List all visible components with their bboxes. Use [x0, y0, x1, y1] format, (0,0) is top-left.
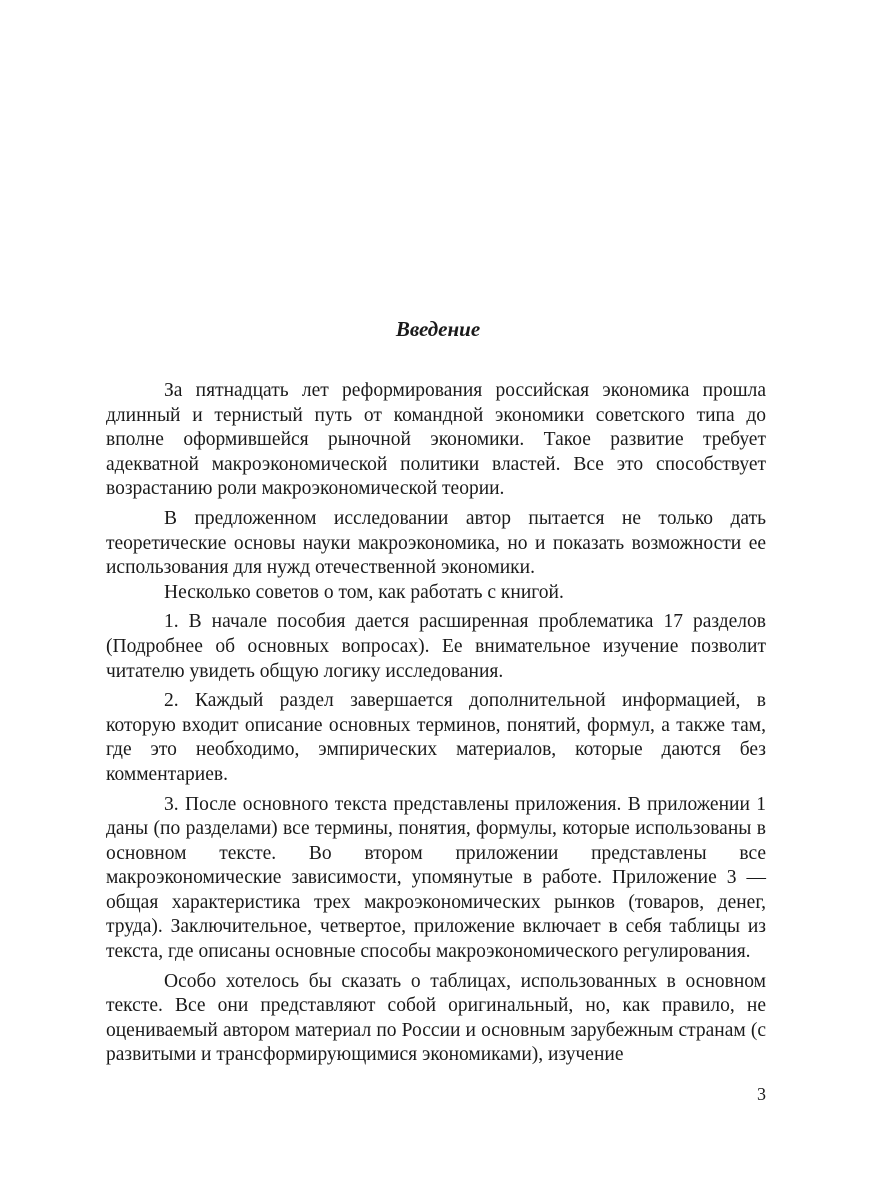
body-text	[106, 379, 766, 1073]
paragraph-advice-lead: Несколько советов о том, как работать с книгой.	[164, 581, 564, 603]
paragraph-intro: За пятнадцать лет реформирования российская экономика прошла длинный и тернистый путь от командной экономики советского типа до вполне оформившейся рыночной экономики. Такое развитие требует адекватной макроэкономической политики властей. Все это способствует возрастанию роли макроэкономической теории.	[106, 380, 766, 500]
paragraph-advice-3: 3. После основного текста представлены приложения. В приложении 1 даны (по разделами) все термины, понятия, формулы, которые использованы в основном тексте. Во втором приложении представлены все макроэкономические зависимости, упомянутые в работе. Приложение 3 — общая характеристика трех макроэкономических рынков (товаров, денег, труда). Заключительное, четвертое, приложение включает в себя таблицы из текста, где описаны основные способы макроэкономического регулирования.	[106, 793, 766, 963]
paragraph-advice-2: 2. Каждый раздел завершается дополнительной информацией, в которую входит описание основных терминов, понятий, формул, а также там, где это необходимо, эмпирических материалов, которые даются без комментариев.	[106, 690, 766, 785]
paragraph-purpose: В предложенном исследовании автор пытается не только дать теоретические основы науки макроэкономика, но и показать возможности ее использования для нужд отечественной экономики.	[106, 507, 766, 579]
paragraph-advice-1: 1. В начале пособия дается расширенная проблематика 17 разделов (Подробнее об основных вопросах). Ее внимательное изучение позволит читателю увидеть общую логику исследования.	[106, 611, 766, 682]
page-number: 3	[757, 1084, 766, 1104]
paragraph-tables: Особо хотелось бы сказать о таблицах, использованных в основном тексте. Все они представляют собой оригинальный, но, как правило, не оцениваемый автором материал по России и основным зарубежным странам (с развитыми и трансформирующимися экономиками), изучение	[106, 970, 766, 1066]
chapter-title: Введение	[395, 317, 481, 341]
